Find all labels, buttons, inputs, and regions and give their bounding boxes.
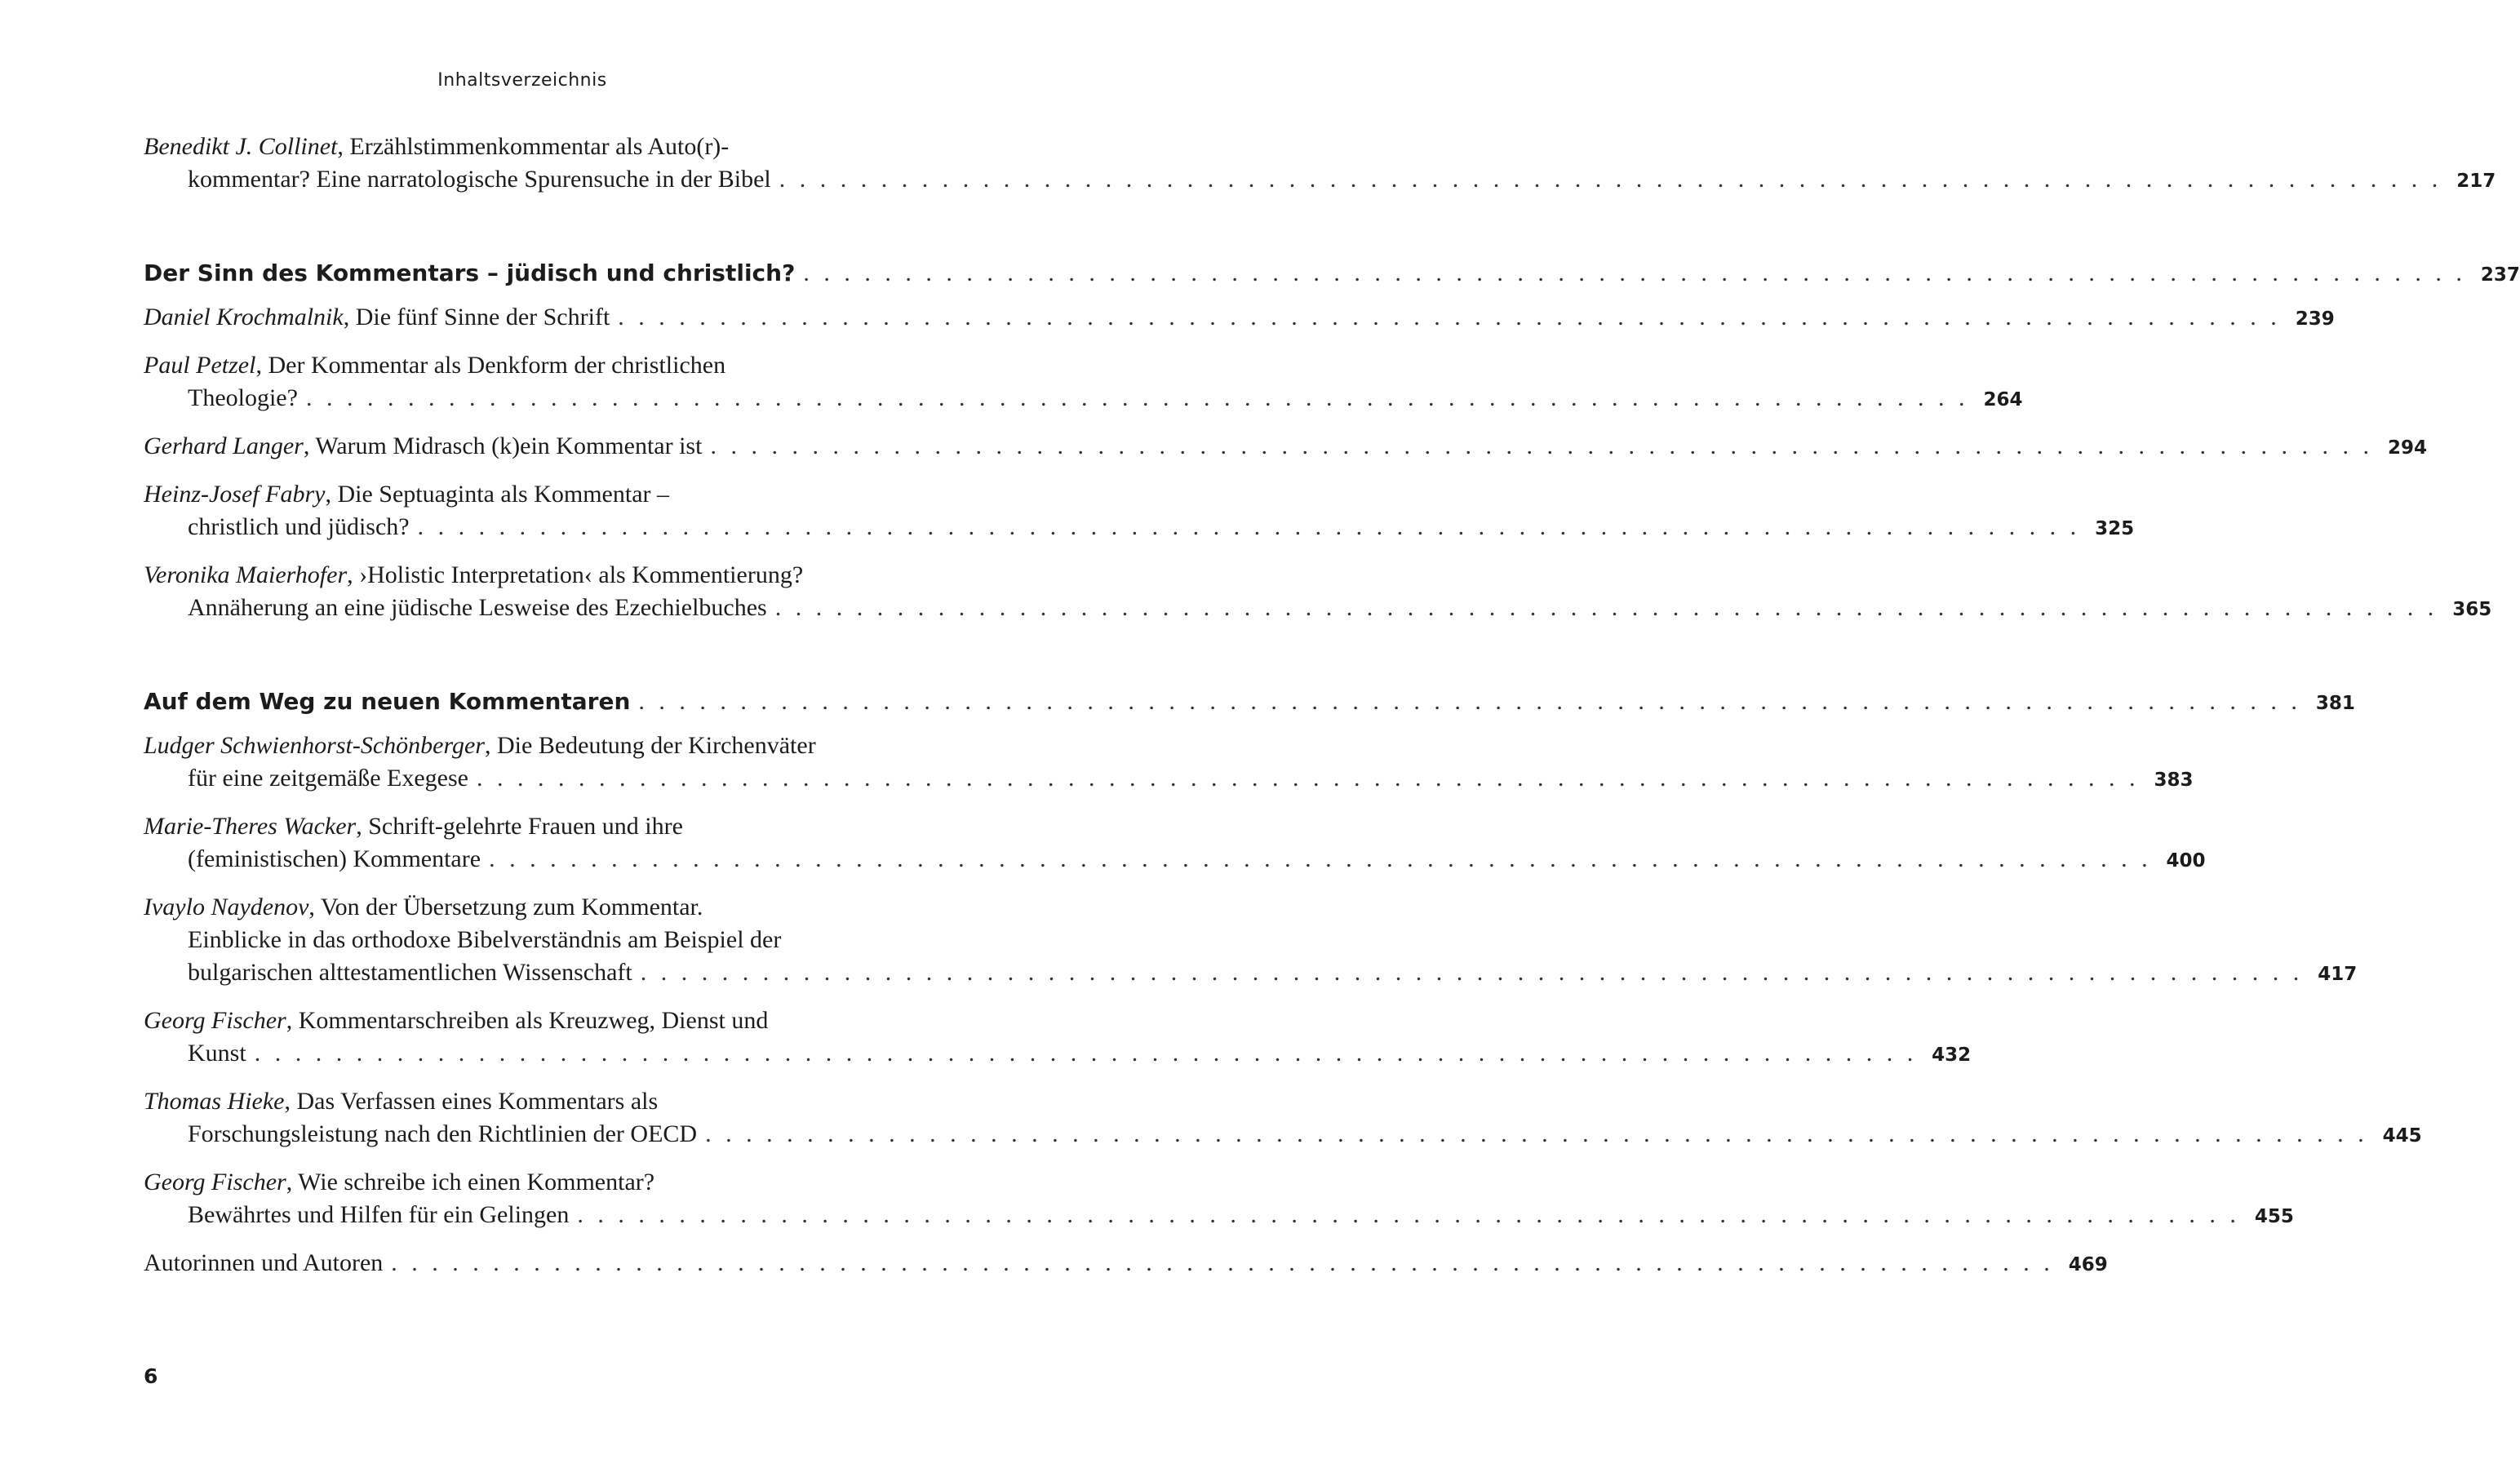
page-number: 383	[2154, 770, 2194, 791]
toc-entry	[144, 1085, 2422, 1151]
entry-title: , Warum Midrasch (k)ein Kommentar ist	[303, 432, 703, 459]
section-title: Auf dem Weg zu neuen Kommentaren	[144, 688, 631, 715]
entry-title-cont: Kunst	[188, 1040, 246, 1067]
table-of-contents	[144, 131, 2520, 1295]
page-number: 445	[2382, 1125, 2422, 1147]
page-number: 264	[1983, 389, 2023, 410]
page-folio: 6	[144, 1364, 158, 1388]
section-heading	[144, 255, 2520, 291]
page-number: 455	[2254, 1206, 2294, 1227]
toc-entry	[144, 730, 2194, 795]
entry-author: Paul Petzel	[144, 352, 256, 379]
toc-entry	[144, 478, 2135, 543]
entry-title: Autorinnen und Autoren	[144, 1249, 384, 1276]
entry-title: , Wie schreibe ich einen Kommentar?	[286, 1169, 655, 1195]
running-head: Inhaltsverzeichnis	[437, 70, 607, 91]
entry-author: Thomas Hieke	[144, 1088, 285, 1115]
dot-leader	[632, 956, 2309, 989]
dot-leader	[246, 1037, 1923, 1070]
toc-entry	[144, 1005, 1972, 1070]
entry-author: Georg Fischer	[144, 1007, 286, 1034]
page-number: 469	[2068, 1254, 2108, 1275]
entry-author: Gerhard Langer	[144, 432, 304, 459]
page-number: 325	[2095, 518, 2135, 539]
entry-author: Ludger Schwienhorst-Schönberger	[144, 732, 486, 759]
entry-title: , Schrift-gelehrte Frauen und ihre	[356, 813, 683, 840]
entry-title: , Von der Übersetzung zum Kommentar.	[308, 894, 703, 920]
dot-leader	[702, 430, 2378, 463]
entry-title: , Das Verfassen eines Kommentars als	[284, 1088, 659, 1115]
page-number: 381	[2315, 693, 2355, 714]
dot-leader	[569, 1199, 2245, 1231]
toc-entry	[144, 430, 2427, 463]
toc-entry	[144, 349, 2023, 415]
entry-title: , Die Bedeutung der Kirchenväter	[485, 732, 816, 759]
entry-title-cont: christlich und jüdisch?	[188, 513, 410, 540]
page-number: 239	[2295, 308, 2335, 330]
entry-title: , Kommentarschreiben als Kreuzweg, Dienst und	[286, 1007, 769, 1034]
toc-entry	[144, 1166, 2294, 1231]
entry-title-cont: bulgarischen alttestamentlichen Wissenschaft	[188, 959, 632, 986]
page-number: 237	[2480, 264, 2520, 286]
toc-entry	[144, 301, 2335, 334]
entry-author: Benedikt J. Collinet	[144, 133, 338, 160]
entry-author: Ivaylo Naydenov	[144, 894, 309, 920]
toc-entry	[144, 891, 2358, 989]
entry-author: Georg Fischer	[144, 1169, 286, 1195]
toc-entry	[144, 131, 2496, 196]
dot-leader	[383, 1247, 2059, 1280]
entry-author: Daniel Krochmalnik	[144, 304, 344, 330]
entry-title: , Die Septuaginta als Kommentar –	[325, 481, 670, 508]
page-number: 400	[2166, 850, 2206, 872]
entry-author: Veronika Maierhofer	[144, 561, 348, 588]
entry-author: Marie-Theres Wacker	[144, 813, 357, 840]
entry-title: , Erzählstimmenkommentar als Auto(r)-	[337, 133, 730, 160]
dot-leader	[610, 301, 2286, 334]
spacer	[144, 211, 923, 255]
section-heading	[144, 684, 2355, 720]
toc-entry	[144, 559, 2492, 624]
page-number: 432	[1932, 1045, 1972, 1066]
entry-title: , Der Kommentar als Denkform der christlichen	[255, 352, 726, 379]
page-number: 365	[2452, 599, 2492, 620]
entry-title-cont: für eine zeitgemäße Exegese	[188, 765, 468, 792]
entry-title-cont: Bewährtes und Hilfen für ein Gelingen	[188, 1201, 570, 1228]
toc-entry	[144, 1247, 2108, 1280]
entry-author: Heinz-Josef Fabry	[144, 481, 326, 508]
dot-leader	[771, 163, 2447, 196]
entry-title: , Die fünf Sinne der Schrift	[343, 304, 610, 330]
dot-leader	[630, 684, 2306, 720]
dot-leader	[767, 592, 2443, 624]
page-number: 294	[2387, 437, 2427, 459]
dot-leader	[298, 382, 1974, 415]
toc-entry	[144, 810, 2206, 876]
section-title: Der Sinn des Kommentars – jüdisch und christlich?	[144, 259, 796, 286]
page-number: 217	[2456, 171, 2496, 192]
entry-title-cont: kommentar? Eine narratologische Spurensuche in der Bibel	[188, 166, 771, 193]
dot-leader	[468, 762, 2145, 795]
spacer	[144, 640, 923, 684]
entry-title: , ›Holistic Interpretation‹ als Kommentierung?	[347, 561, 804, 588]
entry-title-cont: Forschungsleistung nach den Richtlinien der OECD	[188, 1120, 698, 1147]
entry-title-cont: Einblicke in das orthodoxe Bibelverständnis am Beispiel der	[188, 926, 782, 953]
dot-leader	[697, 1118, 2373, 1151]
entry-title-cont: (feministischen) Kommentare	[188, 845, 481, 872]
dot-leader	[795, 255, 2471, 291]
entry-title-cont: Annäherung an eine jüdische Lesweise des Ezechielbuches	[188, 594, 767, 621]
dot-leader	[410, 511, 2086, 543]
entry-title-cont: Theologie?	[188, 384, 298, 411]
dot-leader	[481, 843, 2157, 876]
page-number: 417	[2318, 964, 2358, 985]
